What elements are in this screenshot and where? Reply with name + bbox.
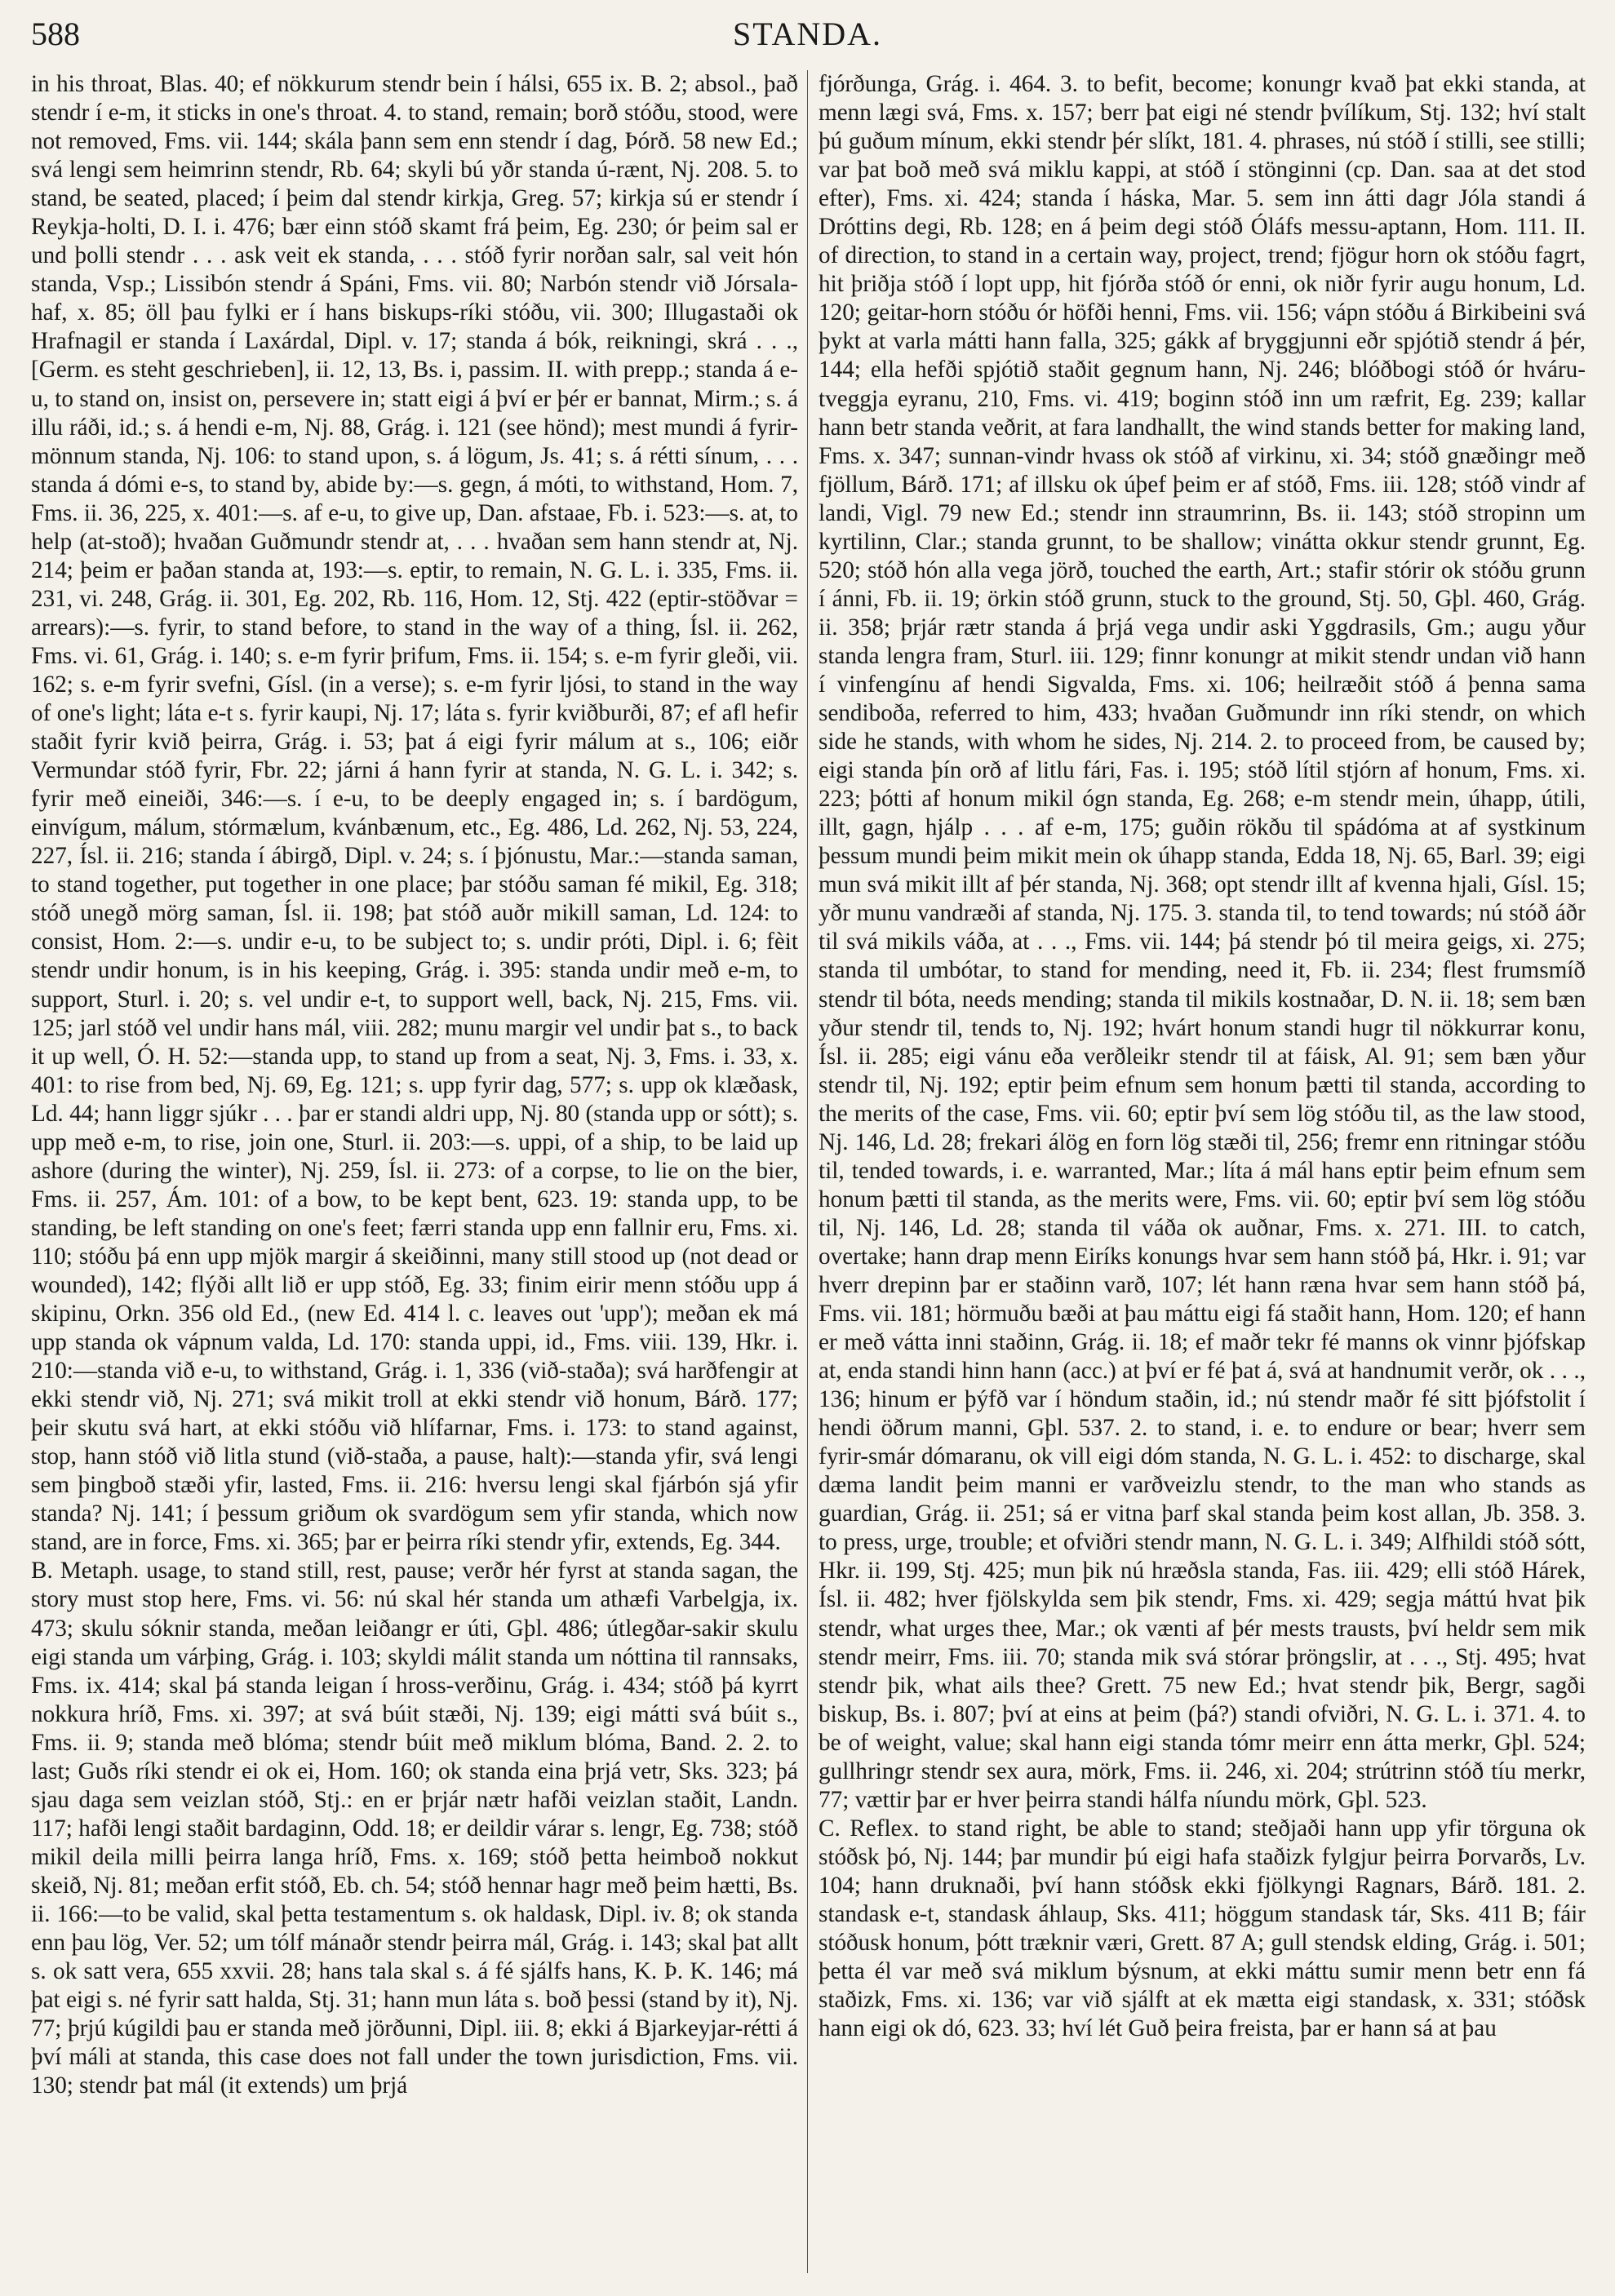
page-header (31, 16, 1584, 52)
entry-paragraph: C. Reflex. to stand right, be able to stand; steðjaði hann upp yfir törguna ok stóðsk þó, Nj. 144; þar mundir þú eigi hafa staðizk fylgjur þeirra Þorvarðs, Lv. 104; hann druknaði, því hann stóðsk ekki fjölkyngi Ragnars, Bárð. 181. 2. standask e-t, standask áhlaup, Sks. 411; höggum standask tár, Sks. 411 B; fáir stóðusk honum, þótt træknir væri, Grett. 87 A; gull stendsk elding, Grág. i. 501; þetta él var með svá miklum býsnum, at ekki máttu sumir menn betr enn fá staðizk, Fms. xi. 136; var við sjálft at ek mætta eigi standask, x. 331; stóðsk hann eigi ok dó, 623. 33; hví lét Guð þeira freista, þar er hann sá at þau (819, 1815, 1586, 2042)
entry-paragraph: in his throat, Blas. 40; ef nökkurum stendr bein í hálsi, 655 ix. B. 2; absol., það stendr í e-m, it sticks in one's throat. 4. to stand, remain; borð stóðu, stood, were not removed, Fms. vii. 144; skála þann sem enn stendr í dag, Þórð. 58 new Ed.; svá lengi sem heimrinn stendr, Rb. 64; skyli bú yðr standa ú-rænt, Nj. 208. 5. to stand, be seated, placed; í þeim dal stendr kirkja, Greg. 57; kirkja sú er stendr í Reykja-holti, D. I. i. 476; bær einn stóð skamt frá þeim, Eg. 230; ór þeim sal er und þolli stendr . . . ask veit ek standa, . . . stóð fyrir norðan salr, sal veit hón standa, Vsp.; Lissibón stendr á Spáni, Fms. vii. 80; Narbón stendr við Jórsala-haf, x. 85; öll þau fylki er í hans biskups-ríki stóðu, vii. 300; Illugastaði ok Hrafnagil er standa í Laxárdal, Dipl. v. 17; standa á bók, reikningi, skrá . . ., [Germ. es steht geschrieben], ii. 12, 13, Bs. i, passim. II. with prepp.; standa á e-u, to stand on, insist on, persevere in; statt eigi á því er þér er bannat, Mirm.; s. á illu ráði, id.; s. á hendi e-m, Nj. 88, Grág. i. 121 (see hönd); mest mundi á fyrir-mönnum standa, Nj. 106: to stand upon, s. á lögum, Js. 41; s. á rétti sínum, . . . standa á dómi e-s, to stand by, abide by:—s. gegn, á móti, to withstand, Hom. 7, Fms. ii. 36, 225, x. 401:—s. af e-u, to give up, Dan. afstaae, Fb. i. 523:—s. at, to help (at-stoð); hvaðan Guðmundr stendr at, . . . hvaðan sem hann stendr at, Nj. 214; þeim er þaðan standa at, 193:—s. eptir, to remain, N. G. L. i. 335, Fms. ii. 231, vi. 248, Grág. ii. 301, Eg. 202, Rb. 116, Hom. 12, Stj. 422 (eptir-stöðvar = arrears):—s. fyrir, to stand before, to stand in the way of a thing, Ísl. ii. 262, Fms. vi. 61, Grág. i. 140; s. e-m fyrir þrifum, Fms. ii. 154; s. e-m fyrir gleði, vii. 162; s. e-m fyrir svefni, Gísl. (in a verse); s. e-m fyrir ljósi, to stand in the way of one's light; láta e-t s. fyrir kaupi, Nj. 17; láta s. fyrir kviðburði, 87; ef afl hefir staðit fyrir kvið þeirra, Grág. i. 53; þat á eigi fyrir málum at s., 106; eiðr Vermundar stóð fyrir, Fbr. 22; járni á hann fyrir at standa, N. G. L. i. 342; s. fyrir með eineiði, 346:—s. í e-u, to be deeply engaged in; s. í bardögum, einvígum, málum, stórmælum, kvánbænum, etc., Eg. 486, Ld. 262, Nj. 53, 224, 227, Ísl. ii. 216; standa í ábirgð, Dipl. v. 24; s. í þjónustu, Mar.:—standa saman, to stand together, put together in one place; þar stóðu saman fé mikil, Eg. 318; stóð unegð mörg saman, Ísl. ii. 198; þat stóð auðr mikill saman, Ld. 124: to consist, Hom. 2:—s. undir e-u, to be subject to; s. undir próti, Dipl. i. 6; fèit stendr undir honum, is in his keeping, Grág. i. 395: standa undir með e-m, to support, Sturl. i. 20; s. vel undir e-t, to support well, back, Nj. 215, Fms. vii. 125; jarl stóð vel undir hans mál, viii. 282; munu margir vel undir þat s., to back it up well, Ó. H. 52:—standa upp, to stand up from a seat, Nj. 3, Fms. i. 33, x. 401: to rise from bed, Nj. 69, Eg. 121; s. upp fyrir dag, 577; s. upp ok klæðask, Ld. 44; hann liggr sjúkr . . . þar er standi aldri upp, Nj. 80 (standa upp or sótt); s. upp með e-m, to rise, join one, Sturl. ii. 203:—s. uppi, of a ship, to be laid up ashore (during the winter), Nj. 259, Ísl. ii. 273: of a corpse, to lie on the bier, Fms. ii. 257, Ám. 101: of a bow, to be kept bent, 623. 19: standa upp, to be standing, be left standing on one's feet; færri standa upp enn fallnir eru, Fms. xi. 110; stóðu þá enn upp mjök margir á skeiðinni, many still stood up (not dead or wounded), 142; flýði allt lið er upp stóð, Eg. 33; finim eirir menn stóðu upp á skipinu, Orkn. 356 old Ed., (new Ed. 414 l. c. leaves out 'upp'); meðan ek má upp standa ok vápnum valda, Ld. 170: standa uppi, id., Fms. viii. 139, Hkr. i. 210:—standa við e-u, to withstand, Grág. i. 1, 336 (við-staða); svá harðfengir at ekki stendr við, Nj. 271; svá mikit troll at ekki stendr við honum, Bárð. 177; þeir skutu svá hart, at ekki stóðu við hlífarnar, Fms. i. 173: to stand against, stop, hann stóð við litla stund (við-staða, a pause, halt):—standa yfir, svá lengi sem þingboð stæði yfir, lasted, Fms. ii. 216: hversu lengi skal fjárbón sjá yfir standa? Nj. 141; í þessum griðum ok svardögum sem yfir standa, which now stand, are in force, Fms. xi. 365; þar er þeirra ríki stendr yfir, extends, Eg. 344. (31, 71, 798, 1556)
entry-paragraph: B. Metaph. usage, to stand still, rest, pause; verðr hér fyrst at standa sagan, the story must stop here, Fms. vi. 56: nú skal hér standa um athæfi Varbelgja, ix. 473; skulu sóknir standa, meðan leiðangr er úti, Gþl. 486; útlegðar-sakir skulu eigi standa um várþing, Grág. i. 103; skyldi málit standa um nóttina til rannsaks, Fms. ix. 414; skal þá standa leigan í hross-verðinu, Grág. i. 434; stóð þá kyrrt nokkura hríð, Fms. xi. 397; at svá búit stæði, Nj. 139; eigi mátti svá búit s., Fms. ii. 9; standa með blóma; stendr búit með miklum blóma, Band. 2. 2. to last; Guðs ríki stendr ei ok ei, Hom. 160; ok standa eina þrjá vetr, Sks. 323; þá sjau daga sem veizlan stóð, Stj.: en er þrjár nætr hafði veizlan staðit, Landn. 117; hafði lengi staðit bardaginn, Odd. 18; er deildir várar s. lengr, Eg. 738; stóð mikil deila milli þeirra langa hríð, Fms. x. 169; stóð þetta heimboð nokkut skeið, Nj. 81; meðan erfit stóð, Eb. ch. 54; stóð hennar hagr með þeim hætti, Bs. ii. 166:—to be valid, skal þetta testamentum s. ok haldask, Dipl. iv. 8; ok standa enn þau lög, Ver. 52; um tólf mánaðr stendr þeirra mál, Grág. i. 143; skal þat allt s. ok satt vera, 655 xxvii. 28; hans tala skal s. á fé sjálfs hans, K. Þ. K. 146; má þat eigi s. né fyrir satt halda, Stj. 31; hann mun láta s. boð þessi (stand by it), Nj. 77; þrjú kúgildi þau er standa með jörðunni, Dipl. iii. 8; ekki á Bjarkeyjar-rétti á því máli at standa, this case does not fall under the town jurisdiction, Fms. vii. 130; stendr þat mál (it extends) um þrjá (31, 1558, 798, 2099)
page-number: 588 (31, 16, 80, 52)
headword: STANDA. (732, 16, 883, 52)
left-column (31, 70, 798, 2273)
column-divider (807, 70, 808, 2273)
entry-paragraph: fjórðunga, Grág. i. 464. 3. to befit, become; konungr kvað þat ekki standa, at menn lægi svá, Fms. x. 157; berr þat eigi né stendr þvílíkum, Stj. 132; hví stalt þú guðum mínum, ekki stendr þér slíkt, 181. 4. phrases, nú stóð í stilli, see stilli; var þat boð með svá miklu kappi, at stóð í stönginni (cp. Dan. saa at det stod efter), Fms. xi. 424; standa í háska, Mar. 5. sem inn átti dagr Jóla standi á Dróttins degi, Rb. 128; en á þeim degi stóð Óláfs messu-aptann, Hom. 111. II. of direction, to stand in a certain way, project, trend; fjögur horn ok stóðu fagrt, hit þriðja stóð í lopt upp, hit fjórða stóð ór enni, ok niðr fyrir augu honum, Ld. 120; geitar-horn stóðu ór höfði henni, Fms. vii. 156; vápn stóðu á Birkibeini svá þykt at varla mátti hann falla, 325; gákk af bryggjunni eðr spjótið stendr á þér, 144; ella hefði spjótið staðit gegnum hann, Nj. 246; blóðbogi stóð ór hváru-tveggja eyranu, 210, Fms. vi. 419; boginn stóð inn um ræfrit, Eg. 239; kallar hann betr standa veðrit, at fara landhallt, the wind stands better for making land, Fms. x. 347; sunnan-vindr hvass ok stóð af virkinu, xi. 34; stóð gnæðingr með fjöllum, Bárð. 171; af illsku ok úþef þeim er af stóð, Fms. iii. 128; stóð vindr af landi, Vigl. 79 new Ed.; stendr inn straumrinn, Bs. ii. 143; stóð stropinn um kyrtilinn, Clar.; standa grunnt, to be shallow; vinátta okkur stendr grunnt, Eg. 520; stóð hón alla vega jörð, touched the earth, Art.; stafir stórir ok stóðu grunn í ánni, Fb. ii. 19; örkin stóð grunn, stuck to the ground, Stj. 50, Gþl. 460, Grág. ii. 358; þrjár rætr standa á þrjá vega undir aski Yggdrasils, Gm.; augu yður standa lengra fram, Sturl. iii. 129; finnr konungr at mikit stendr undan við hann í vinfengínu af hendi Sigvalda, Fms. xi. 106; heilræðit stóð á þenna sama sendiboða, referred to him, 433; hvaðan Guðmundr inn ríki stendr, on which side he stands, with whom he sides, Nj. 214. 2. to proceed from, be caused by; eigi standa þín orð af litlu fári, Fas. i. 195; stóð lítil stjórn af honum, Fms. xi. 223; þótti af honum mikil ógn standa, Eg. 268; e-m stendr mein, úhapp, útili, illt, gagn, hjálp . . . af e-m, 175; guðin rökðu til spádóma at af systkinum þessum mundi þeim mikit mein ok úhapp standa, Edda 18, Nj. 65, Barl. 39; eigi mun svá mikit illt af þér standa, Nj. 368; opt stendr illt af kvenna hjali, Gísl. 15; yðr munu vandræði af standa, Nj. 175. 3. standa til, to tend towards; nú stóð áðr til svá mikils váða, at . . ., Fms. vii. 144; þá stendr þó til meira geigs, xi. 275; standa til umbótar, to stand for mending, need it, Fb. ii. 234; flest frumsmíð stendr til bóta, needs mending; standa til mikils kostnaðar, D. N. ii. 18; sem bæn yður stendr til, tends to, Nj. 192; hvárt honum standi hugr til nökkurrar konu, Ísl. ii. 285; eigi vánu eða verðleikr stendr til at fáisk, Al. 91; sem bæn yður stendr til, Nj. 192; eptir þeim efnum sem honum þætti til standa, according to the merits of the case, Fms. vii. 60; eptir því sem lög stóðu til, as the law stood, Nj. 146, Ld. 28; frekari álög en forn lög stæði til, 256; fremr enn ritningar stóðu til, tended towards, i. e. warranted, Mar.; líta á mál hans eptir þeim efnum sem honum þætti til standa, as the merits were, Fms. vii. 60; eptir því sem lög stóðu til, Nj. 146, Ld. 28; standa til váða ok auðnar, Fms. x. 271. III. to catch, overtake; hann drap menn Eiríks konungs hvar sem hann stóð þá, Hkr. i. 91; var hverr drepinn þar er staðinn varð, 107; lét hann ræna hvar sem hann stóð þá, Fms. vii. 181; hörmuðu bæði at þau máttu eigi fá staðit hann, Hom. 120; ef hann er með vátta inni staðinn, Grág. ii. 18; ef maðr tekr fé manns ok vinnr þjófskap at, enda standi hinn hann (acc.) at því er fé þat á, svá at handnumit verðr, ok . . ., 136; hinum er þýfð var í höndum staðin, id.; nú stendr maðr fé sitt þjófstolit í hendi öðrum manni, Gþl. 537. 2. to stand, i. e. to endure or bear; hverr sem fyrir-smár dómaranu, ok vill eigi dóm standa, N. G. L. i. 452: to discharge, skal dæma landit þeim manni er varðveizlu stendr, to the man who stands as guardian, Grág. ii. 251; sá er vitna þarf skal standa þeim kost allan, Jb. 358. 3. to press, urge, trouble; et ofviðri stendr mann, N. G. L. i. 349; Alfhildi stóð sótt, Hkr. ii. 199, Stj. 425; mun þik nú hræðsla standa, Fas. iii. 429; elli stóð Hárek, Ísl. ii. 482; hver fjölskylda sem þik stendr, Fms. xi. 429; segja máttú hvat þik stendr, what urges thee, Mar.; ok vænti af þér mests trausts, því heldr sem mik stendr meirr, Fms. iii. 70; standa mik svá stórar þröngslir, at . . ., Stj. 495; hvat stendr þik, what ails thee? Grett. 75 new Ed.; hvat stendr þik, Bergr, sagði biskup, Bs. i. 807; því at eins at þeim (þá?) standi ofviðri, N. G. L. i. 371. 4. to be of weight, value; skal hann eigi standa tómr meirr enn átta merkr, Gþl. 524; gullhringr stendr sex aura, mörk, Fms. ii. 246, xi. 204; strútrinn stóð tíu merkr, 77; vættir þar er hver þeirra standi hálfa níundu mörk, Gþl. 523. (819, 71, 1586, 1813)
right-column (819, 70, 1586, 2273)
